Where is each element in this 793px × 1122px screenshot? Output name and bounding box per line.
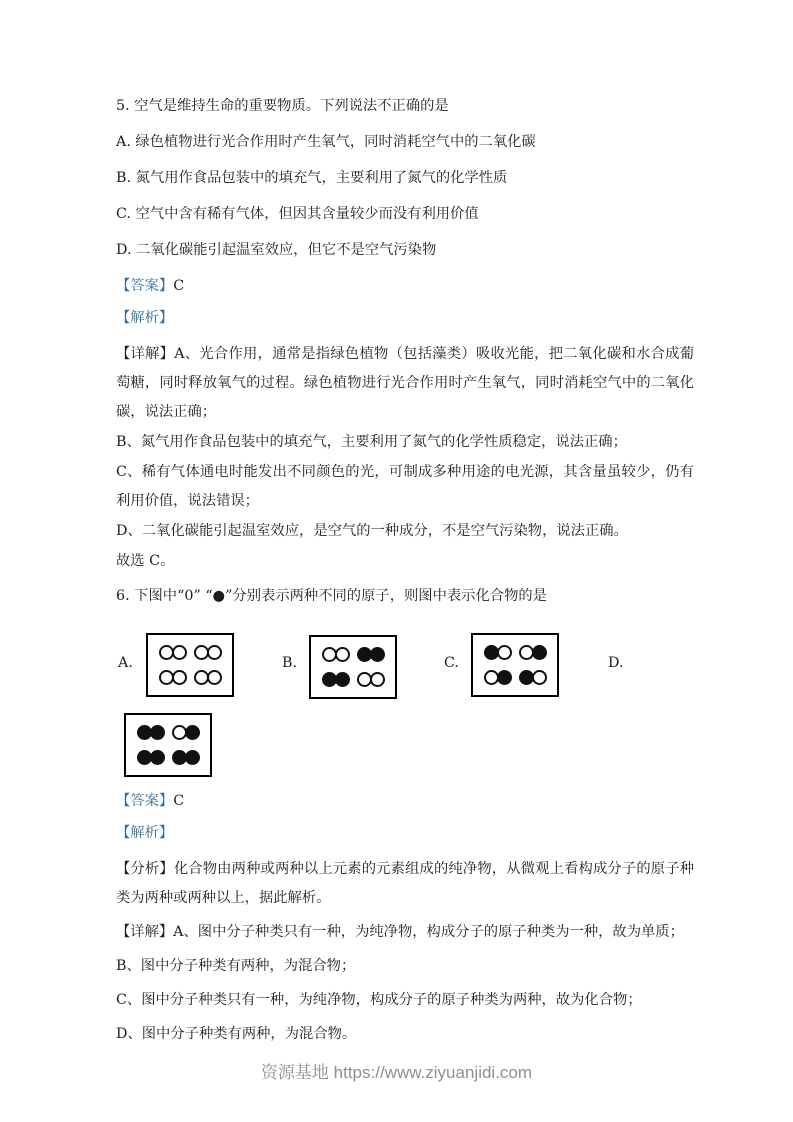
white-atom-icon bbox=[532, 670, 547, 685]
white-atom-icon bbox=[172, 645, 187, 660]
q6-option-label-b: B. bbox=[282, 655, 298, 671]
black-atom-icon bbox=[185, 750, 200, 765]
q6-detail-paragraph: C、图中分子种类只有一种，为纯净物，构成分子的原子种类为两种，故为化合物； bbox=[116, 992, 642, 1008]
black-atom-icon bbox=[150, 750, 165, 765]
molecule bbox=[172, 750, 200, 765]
molecule bbox=[194, 645, 222, 660]
black-atom-icon bbox=[185, 725, 200, 740]
q5-detail-paragraph: D、二氧化碳能引起温室效应，是空气的一种成分，不是空气污染物，说法正确。 bbox=[116, 523, 628, 539]
q5-detail-paragraph: B、氮气用作食品包装中的填充气，主要利用了氮气的化学性质稳定，说法正确； bbox=[116, 434, 627, 450]
q5-detail-paragraph: 故选 C。 bbox=[116, 553, 175, 569]
q6-option-label-c: C. bbox=[444, 655, 459, 671]
q6-option-label-d: D. bbox=[608, 655, 624, 671]
q6-answer-label: 【答案】 bbox=[116, 793, 174, 809]
molecule bbox=[137, 725, 165, 740]
molecule bbox=[357, 672, 385, 687]
q6-answer-line bbox=[116, 791, 694, 811]
white-atom-icon bbox=[335, 647, 350, 662]
white-atom-icon bbox=[207, 670, 222, 685]
molecule bbox=[194, 670, 222, 685]
white-atom-icon bbox=[370, 672, 385, 687]
molecule bbox=[159, 670, 187, 685]
q6-jiexi-label: 【解析】 bbox=[116, 825, 174, 841]
black-atom-icon bbox=[497, 670, 512, 685]
q5-jiexi-label: 【解析】 bbox=[116, 310, 174, 326]
q5-option-d: D. 二氧化碳能引起温室效应，但它不是空气污染物 bbox=[116, 242, 437, 258]
q5-answer-label: 【答案】 bbox=[116, 278, 174, 294]
q6-detail-paragraph: 【详解】A、图中分子种类只有一种，为纯净物，构成分子的原子种类为一种，故为单质； bbox=[116, 924, 684, 940]
q6-jiexi-line bbox=[116, 823, 694, 843]
molecule bbox=[519, 645, 547, 660]
q5-option-b: B. 氮气用作食品包装中的填充气，主要利用了氮气的化学性质 bbox=[116, 170, 508, 186]
q6-stem: 6. 下图中“0” “●”分别表示两种不同的原子，则图中表示化合物的是 bbox=[116, 588, 547, 604]
black-atom-icon bbox=[532, 645, 547, 660]
molecule-box-c bbox=[471, 633, 559, 697]
molecule bbox=[519, 670, 547, 685]
molecule-box-a bbox=[146, 633, 234, 697]
q5-option-a: A. 绿色植物进行光合作用时产生氧气，同时消耗空气中的二氧化碳 bbox=[116, 134, 536, 150]
q6-molecule-diagram bbox=[116, 625, 694, 791]
white-atom-icon bbox=[172, 670, 187, 685]
molecule-box-b bbox=[309, 635, 397, 699]
molecule bbox=[159, 645, 187, 660]
q6-analysis-paragraph: 【分析】化合物由两种或两种以上元素的元素组成的纯净物，从微观上看构成分子的原子种类为两种或两种以上，据此解析。 bbox=[116, 861, 694, 906]
molecule-box-d bbox=[124, 713, 212, 777]
q6-answer-value: C bbox=[173, 793, 185, 809]
black-atom-icon bbox=[150, 725, 165, 740]
q5-jiexi-line bbox=[116, 308, 694, 328]
molecule bbox=[322, 672, 350, 687]
molecule bbox=[137, 750, 165, 765]
molecule bbox=[484, 670, 512, 685]
document-content bbox=[116, 96, 694, 1050]
q6-detail-paragraph: D、图中分子种类有两种，为混合物。 bbox=[116, 1026, 357, 1042]
q5-detail-paragraph: 【详解】A、光合作用，通常是指绿色植物（包括藻类）吸收光能，把二氧化碳和水合成葡萄糖，同时释放氧气的过程。绿色植物进行光合作用时产生氧气，同时消耗空气中的二氧化碳，说法正确； bbox=[116, 346, 694, 420]
q5-option-c: C. 空气中含有稀有气体，但因其含量较少而没有利用价值 bbox=[116, 206, 479, 222]
q6-option-label-a: A. bbox=[118, 655, 133, 671]
q5-answer-line bbox=[116, 276, 694, 296]
q5-stem: 5. 空气是维持生命的重要物质。下列说法不正确的是 bbox=[116, 98, 449, 114]
black-atom-icon bbox=[335, 672, 350, 687]
black-atom-icon bbox=[370, 647, 385, 662]
molecule bbox=[357, 647, 385, 662]
q5-answer-value: C bbox=[173, 278, 185, 294]
footer bbox=[0, 1058, 793, 1083]
molecule bbox=[172, 725, 200, 740]
footer-text: 资源基地 https://www.ziyuanjidi.com bbox=[260, 1063, 533, 1082]
q6-detail-paragraph: B、图中分子种类有两种，为混合物； bbox=[116, 958, 356, 974]
molecule bbox=[322, 647, 350, 662]
q5-detail-paragraph: C、稀有气体通电时能发出不同颜色的光，可制成多种用途的电光源，其含量虽较少，仍有利用价值，说法错误； bbox=[116, 464, 694, 509]
white-atom-icon bbox=[207, 645, 222, 660]
white-atom-icon bbox=[497, 645, 512, 660]
molecule bbox=[484, 645, 512, 660]
